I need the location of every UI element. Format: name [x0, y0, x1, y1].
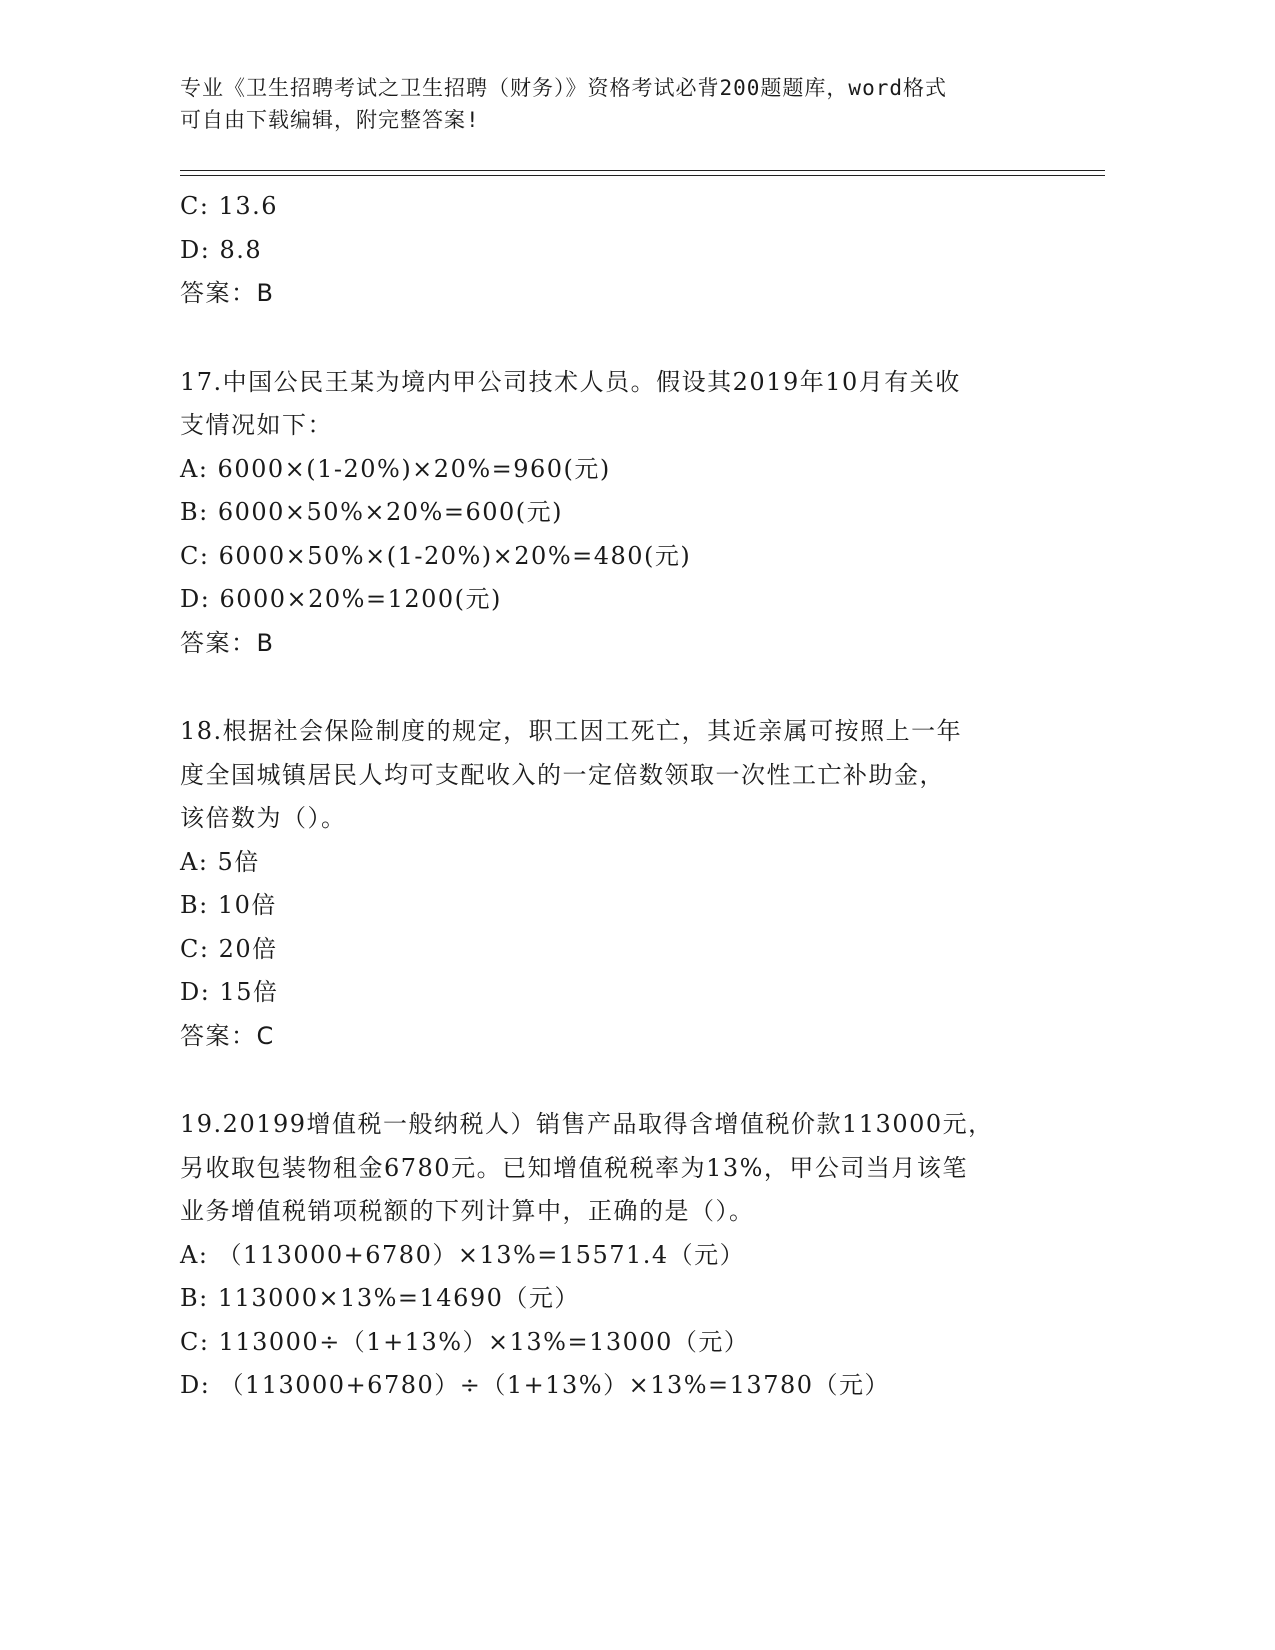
question-stem: 另收取包装物租金6780元。已知增值税税率为13%，甲公司当月该笔 — [180, 1153, 968, 1182]
option-d: D: 15倍 — [180, 978, 279, 1006]
question-stem: 度全国城镇居民人均可支配收入的一定倍数领取一次性工亡补助金， — [180, 760, 945, 789]
question-stem: 18.根据社会保险制度的规定，职工因工死亡，其近亲属可按照上一年 — [180, 717, 963, 745]
header-title-line-2: 可自由下载编辑，附完整答案! — [180, 108, 480, 132]
option-d: D: 6000×20%=1200(元) — [180, 585, 502, 613]
spacer — [180, 1058, 1040, 1103]
question-17 — [180, 361, 1040, 666]
document-body — [180, 185, 1040, 1408]
option-d: D: 8.8 — [180, 235, 263, 264]
document-header — [180, 72, 1040, 136]
option-a: A: （113000+6780）×13%=15571.4（元） — [180, 1240, 746, 1269]
option-d: D: （113000+6780）÷（1+13%）×13%=13780（元） — [180, 1371, 891, 1399]
question-stem: 该倍数为（）。 — [180, 804, 347, 832]
question-stem: 19.20199增值税一般纳税人）销售产品取得含增值税价款113000元， — [180, 1110, 994, 1138]
option-c: C: 13.6 — [180, 192, 279, 220]
option-c: C: 20倍 — [180, 934, 278, 963]
header-title-line-1: 专业《卫生招聘考试之卫生招聘（财务）》资格考试必背200题题库，word格式 — [180, 76, 947, 100]
answer: 答案：C — [180, 1021, 275, 1050]
spacer — [180, 665, 1040, 710]
question-stem: 支情况如下： — [180, 411, 333, 439]
question-16-tail — [180, 185, 1040, 316]
option-c: C: 6000×50%×(1-20%)×20%=480(元) — [180, 541, 692, 570]
option-b: B: 6000×50%×20%=600(元) — [180, 498, 563, 526]
spacer — [180, 316, 1040, 361]
option-b: B: 113000×13%=14690（元） — [180, 1284, 580, 1312]
question-stem: 17.中国公民王某为境内甲公司技术人员。假设其2019年10月有关收 — [180, 367, 961, 396]
answer: 答案：B — [180, 628, 275, 657]
option-c: C: 113000÷（1+13%）×13%=13000（元） — [180, 1327, 750, 1356]
question-stem: 业务增值税销项税额的下列计算中，正确的是（）。 — [180, 1197, 755, 1225]
header-divider-top — [180, 170, 1105, 171]
answer: 答案：B — [180, 279, 275, 307]
header-divider-bottom — [180, 175, 1105, 176]
option-a: A: 6000×(1-20%)×20%=960(元) — [180, 454, 611, 483]
option-a: A: 5倍 — [180, 847, 260, 876]
option-b: B: 10倍 — [180, 891, 277, 919]
question-18 — [180, 710, 1040, 1058]
question-19 — [180, 1103, 1040, 1408]
